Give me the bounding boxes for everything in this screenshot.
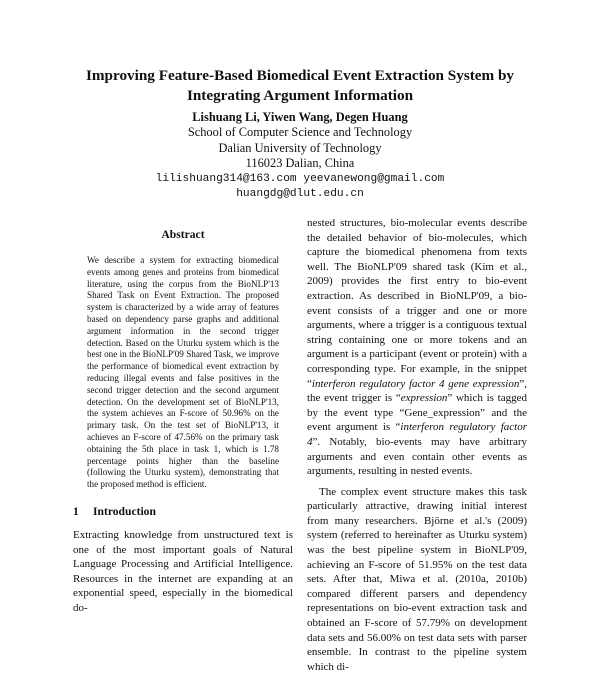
affiliation-address: 116023 Dalian, China: [245, 156, 355, 171]
p1-text-b: ”, the event trigger is “: [307, 377, 527, 405]
right-paragraph-1: [307, 216, 527, 479]
author-block: [0, 110, 600, 202]
introduction-paragraph: Extracting knowledge from unstructured text is one of the most important goals of Natural Language Processing and Artificial Intelligence. Resources in the internet are expanding at an exponential speed, especially in the biomedical do-: [73, 528, 293, 614]
affiliation-school: School of Computer Science and Technology: [187, 125, 413, 140]
right-column: [307, 216, 527, 674]
author-email-secondary: huangdg@dlut.edu.cn: [236, 188, 364, 201]
author-emails: lilishuang314@163.com yeevanewong@gmail.com: [155, 172, 445, 185]
p1-text-a: nested structures, bio-molecular events describe the detailed behavior of bio-molecules, which capture the biomedical phenomena from texts well. The BioNLP'09 shared task (Kim et al., 2009) provides the first entry to bio-event extraction. As described in BioNLP'09, a bio-event consists of a trigger and one or more arguments, where a trigger is a contiguous textual string containing one or more tokens and an argument is a participant (event or protein) with a corresponding type. For example, in the snippet “: [307, 217, 527, 390]
section-heading-introduction: [73, 505, 293, 518]
p1-emph-trigger: expression: [400, 392, 448, 405]
section-title: Introduction: [93, 504, 156, 518]
abstract-text: We describe a system for extracting biomedical events among genes and proteins from biomedical literature, using the corpus from the BioNLP'13 Shared Task on Event Extraction. The proposed system is characterized by a wide array of features based on dependency parse graphs and additional argument information in the second trigger detection. Based on the Uturku system which is the best one in the BioNLP'09 Shared Task, we improve the performance of biomedical event extraction by reducing illegal events and false positives in the second trigger detection and the second argument detection. On the development set of BioNLP'13, the system achieves an F-score of 50.96% on the primary task. On the test set of BioNLP'13, it achieves an F-score of 47.56% on the primary task obtaining the 5th place in task 1, which is 1.78 percentage points higher than the baseline (following the Uturku system), demonstrating that the proposed method is efficient.: [87, 255, 279, 490]
p1-emph-snippet: interferon regulatory factor 4 gene expression: [311, 377, 520, 390]
left-column: [73, 228, 293, 616]
author-names: Lishuang Li, Yiwen Wang, Degen Huang: [192, 110, 408, 124]
p1-emph-argument: interferon regulatory factor 4: [307, 421, 527, 448]
p1-text-c: ” which is tagged by the event type “Gene_expression” and the event argument is “: [307, 392, 527, 434]
affiliation-university: Dalian University of Technology: [218, 140, 382, 155]
p1-text-d: ”. Notably, bio-events may have arbitrary arguments and even contain other events as arguments, resulting in nested events.: [307, 435, 527, 478]
section-number: 1: [73, 504, 79, 518]
abstract-heading: Abstract: [161, 228, 205, 241]
paper-title: Improving Feature-Based Biomedical Event Extraction System by Integrating Argument Information: [85, 67, 515, 104]
right-paragraph-2: The complex event structure makes this task particularly attractive, drawing initial interest from many researchers. Björne et al.'s (2009) system (referred to hereinafter as Uturku system) was the best pipeline system in BioNLP'09, achieving an F-score of 51.95% on the test data sets. After that, Miwa et al. (2010a, 2010b) compared different parsers and dependency representations on bio-event extraction task and obtained an F-score of 57.79% on development data sets and 56.00% on test data sets with parser ensemble. In contrast to the pipeline system which di-: [307, 485, 527, 673]
